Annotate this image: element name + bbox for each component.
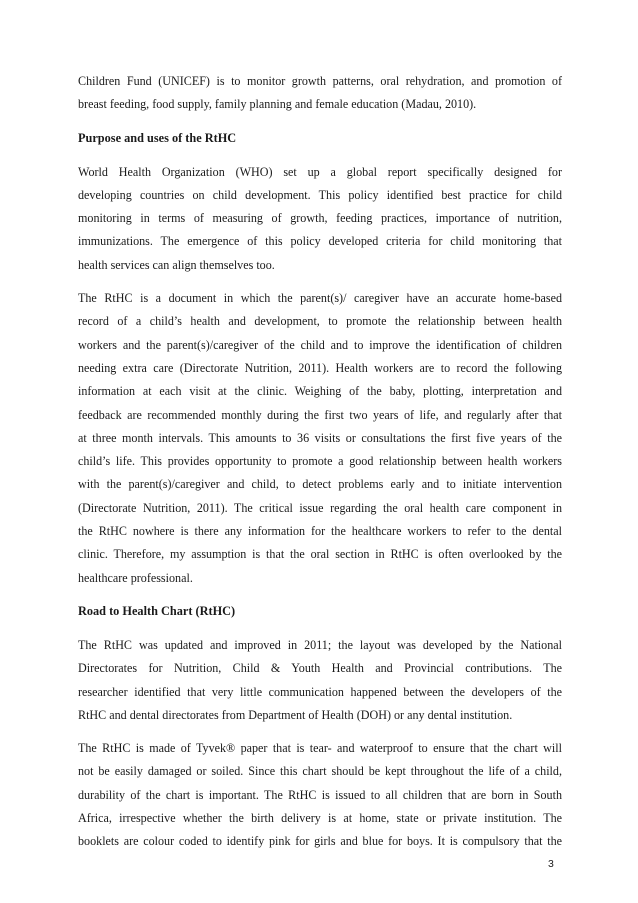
- text-line: with the parent(s)/caregiver and child, to detect problems early and to initiate intervention: [78, 477, 562, 492]
- text-line: Children Fund (UNICEF) is to monitor growth patterns, oral rehydration, and promotion of: [78, 74, 562, 88]
- text-line: immunizations. The emergence of this policy developed criteria for child monitoring that: [78, 234, 562, 249]
- section-heading-purpose: Purpose and uses of the RtHC: [78, 130, 237, 145]
- text-line: the RtHC nowhere is there any information for the healthcare workers to refer to the dental: [78, 524, 562, 539]
- text-line: feedback are recommended monthly during the first two years of life, and regularly after that: [78, 407, 562, 422]
- page-number: 3: [548, 858, 554, 870]
- text-line: Directorates for Nutrition, Child & Youth Health and Provincial contributions. The: [78, 661, 562, 676]
- text-line: booklets are colour coded to identify pink for girls and blue for boys. It is compulsory that the: [78, 834, 562, 849]
- text-line: The RtHC is a document in which the parent(s)/ caregiver have an accurate home-based: [78, 291, 562, 306]
- text-line: healthcare professional.: [78, 570, 193, 585]
- paragraph-rthc-update: [78, 634, 562, 727]
- text-line: needing extra care (Directorate Nutrition, 2011). Health workers are to record the following: [78, 360, 562, 375]
- text-line: The RtHC is made of Tyvek® paper that is tear- and waterproof to ensure that the chart will: [78, 741, 562, 756]
- text-line: developing countries on child development. This policy identified best practice for child: [78, 187, 562, 202]
- paragraph-rthc-document: [78, 287, 562, 590]
- text-line: The RtHC was updated and improved in 2011; the layout was developed by the National: [78, 637, 562, 652]
- text-line: not be easily damaged or soiled. Since this chart should be kept throughout the life of a child,: [78, 764, 562, 779]
- text-line: at three month intervals. This amounts to 36 visits or consultations the first five years of the: [78, 430, 562, 445]
- paragraph-unicef-continuation: [78, 70, 562, 117]
- text-line: Africa, irrespective whether the birth delivery is at home, state or private institution. The: [78, 811, 562, 826]
- text-line: health services can align themselves too.: [78, 257, 275, 272]
- text-line: (Directorate Nutrition, 2011). The critical issue regarding the oral health care component in: [78, 500, 562, 515]
- text-line: information at each visit at the clinic. Weighing of the baby, plotting, interpretation and: [78, 384, 562, 399]
- text-line: workers and the parent(s)/caregiver of the child and to improve the identification of children: [78, 337, 562, 352]
- page-content: [78, 70, 562, 864]
- text-line: RtHC and dental directorates from Department of Health (DOH) or any dental institution.: [78, 707, 513, 722]
- text-line: clinic. Therefore, my assumption is that the oral section in RtHC is often overlooked by the: [78, 547, 562, 562]
- text-line: durability of the chart is important. The RtHC is issued to all children that are born in South: [78, 787, 562, 802]
- text-line: child’s life. This provides opportunity to promote a good relationship between health workers: [78, 454, 562, 469]
- text-line: record of a child’s health and development, to promote the relationship between health: [78, 314, 562, 329]
- text-line: World Health Organization (WHO) set up a global report specifically designed for: [78, 164, 562, 179]
- text-line: researcher identified that very little communication happened between the developers of the: [78, 684, 562, 699]
- paragraph-who-report: [78, 161, 562, 277]
- paragraph-tyvek-paper: [78, 737, 562, 853]
- text-line: monitoring in terms of measuring of growth, feeding practices, importance of nutrition,: [78, 211, 562, 226]
- text-line: breast feeding, food supply, family planning and female education (Madau, 2010).: [78, 97, 477, 112]
- section-heading-road-to-health-chart: Road to Health Chart (RtHC): [78, 603, 236, 618]
